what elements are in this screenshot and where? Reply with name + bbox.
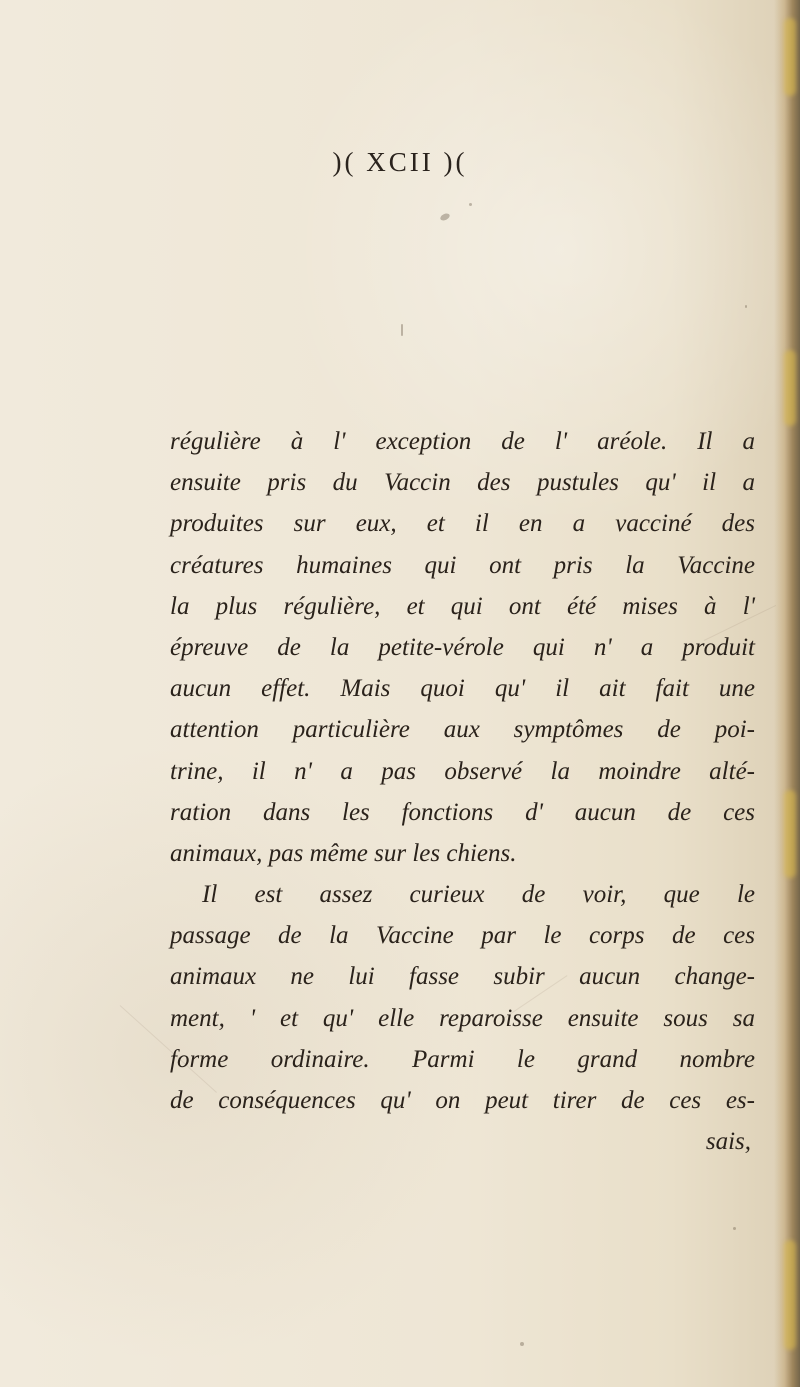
text-line: Il est assez curieux de voir, que le <box>202 881 755 909</box>
text-line: trine, il n' a pas observé la moindre alté- <box>170 757 755 785</box>
paper-speck <box>520 1342 524 1346</box>
catchword: sais, <box>705 1128 751 1156</box>
paper-speck <box>733 1227 736 1230</box>
edge-stain <box>784 18 796 96</box>
text-line: la plus régulière, et qui ont été mises à l' <box>170 592 755 620</box>
text-line: épreuve de la petite-vérole qui n' a produit <box>170 633 755 661</box>
text-line: forme ordinaire. Parmi le grand nombre <box>170 1045 755 1073</box>
page-edge-shadow <box>774 0 800 1387</box>
paper-speck <box>439 212 451 222</box>
edge-stain <box>784 350 796 426</box>
text-line: attention particulière aux symptômes de poi- <box>170 716 755 744</box>
paper-speck <box>745 305 747 308</box>
text-line: ensuite pris du Vaccin des pustules qu' il a <box>170 469 755 497</box>
edge-stain <box>784 1240 796 1350</box>
edge-stain <box>784 790 796 878</box>
text-line: animaux ne lui fasse subir aucun change- <box>170 963 755 991</box>
text-line: créatures humaines qui ont pris la Vaccine <box>170 551 755 579</box>
text-line: animaux, pas même sur les chiens. <box>170 839 517 867</box>
text-line: produites sur eux, et il en a vacciné des <box>170 510 755 538</box>
paper-speck <box>401 324 403 336</box>
text-line: de conséquences qu' on peut tirer de ces es- <box>170 1087 755 1114</box>
paper-speck <box>469 203 472 206</box>
text-line: ment, ' et qu' elle reparoisse ensuite sous sa <box>170 1004 755 1032</box>
text-line: ration dans les fonctions d' aucun de ces <box>170 798 755 826</box>
page-header: )( XCII )( <box>332 147 468 177</box>
body-text <box>170 421 755 1162</box>
text-line: régulière à l' exception de l' aréole. Il a <box>170 428 755 455</box>
text-line: aucun effet. Mais quoi qu' il ait fait une <box>170 675 755 703</box>
text-line: passage de la Vaccine par le corps de ces <box>170 922 755 950</box>
